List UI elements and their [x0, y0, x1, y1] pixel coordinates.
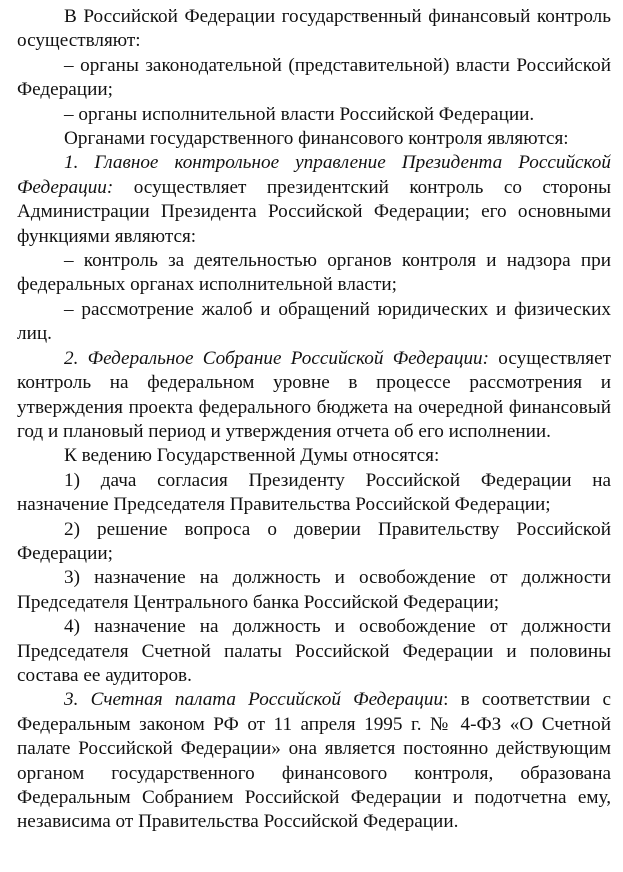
intro-paragraph — [17, 5, 611, 54]
paragraph-accounts-chamber — [17, 688, 611, 834]
duma-item-1 — [17, 469, 611, 518]
heading-text: Органами государственного финансового контроля являются: — [64, 128, 569, 150]
intro-text: В Российской Федерации государственный финансовый контроль осуществляют: — [17, 6, 611, 52]
list-item-text: 4) назначение на должность и освобождение от должности Председателя Счетной палаты Российской Федерации и половины состава ее аудиторов. — [17, 616, 611, 686]
control-bodies-heading — [17, 127, 611, 151]
list-item-executive — [17, 103, 611, 127]
duma-item-3 — [17, 566, 611, 615]
list-item-text: 2) решение вопроса о доверии Правительству Российской Федерации; — [17, 518, 611, 564]
list-item-text: – органы исполнительной власти Российской Федерации. — [64, 103, 535, 125]
paragraph-text: осуществляет президентский контроль со стороны Администрации Президента Российской Федерации; его основными функциями являются: — [17, 176, 611, 247]
list-item-text: 3) назначение на должность и освобождение от должности Председателя Центрального банка Российской Федерации; — [17, 567, 611, 613]
paragraph-main-control-directorate — [17, 151, 611, 249]
list-item-text: – контроль за деятельностью органов контроля и надзора при федеральных органах исполнительной власти; — [17, 250, 611, 296]
paragraph-text: : в соответствии с Федеральным законом РФ от 11 апреля 1995 г. № 4-ФЗ «О Счетной палате Российской Федерации» она является постоянно действующим органом государственного финансового контроля, образована Федеральным Собранием Российской Федерации и подотчетна ему, независима от Правительства Российской Федерации. — [17, 689, 611, 833]
list-item-control-oversight — [17, 249, 611, 298]
italic-term: 1. Главное контрольное управление Президента Российской Федерации: — [17, 152, 611, 198]
state-duma-heading — [17, 444, 611, 468]
list-item-legislative — [17, 54, 611, 103]
duma-item-4 — [17, 615, 611, 688]
paragraph-text: осуществляет контроль на федеральном уровне в процессе рассмотрения и утверждения проекта федерального бюджета на очередной финансовый год и плановый период и утверждения отчета об его исполнении. — [17, 347, 611, 442]
list-item-text: – органы законодательной (представительной) власти Российской Федерации; — [17, 54, 611, 101]
list-item-text: 1) дача согласия Президенту Российской Федерации на назначение Председателя Правительства Российской Федерации; — [17, 469, 611, 516]
paragraph-federal-assembly — [17, 347, 611, 445]
list-item-text: – рассмотрение жалоб и обращений юридических и физических лиц. — [17, 298, 611, 345]
heading-text: К ведению Государственной Думы относятся: — [64, 445, 440, 467]
italic-term: 2. Федеральное Собрание Российской Федерации: — [64, 347, 490, 369]
duma-item-2 — [17, 518, 611, 567]
list-item-complaints — [17, 298, 611, 347]
italic-term: 3. Счетная палата Российской Федерации — [64, 689, 444, 711]
